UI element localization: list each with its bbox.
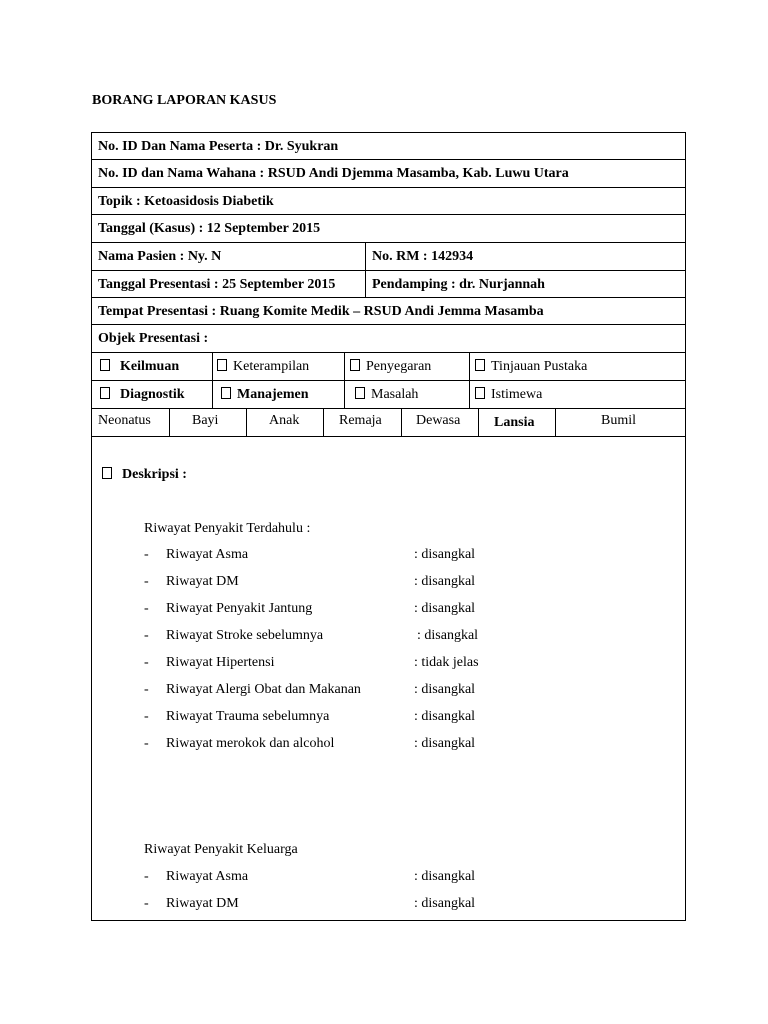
list-dash: - (144, 547, 149, 562)
option-istimewa[interactable]: Istimewa (469, 381, 685, 408)
row-age-groups (92, 409, 685, 437)
checkbox-icon[interactable] (100, 359, 110, 371)
checkbox-icon[interactable] (350, 359, 360, 371)
option-penyegaran[interactable]: Penyegaran (344, 353, 469, 380)
deskripsi-section (92, 437, 685, 920)
deskripsi-heading: Deskripsi : (102, 467, 187, 483)
tanggal-kasus-text: Tanggal (Kasus) : 12 September 2015 (98, 221, 321, 236)
list-item-label: Riwayat merokok dan alcohol (166, 736, 335, 751)
list-item-label: Riwayat Stroke sebelumnya (166, 628, 324, 643)
age-remaja[interactable]: Remaja (323, 409, 401, 436)
list-dash: - (144, 682, 149, 697)
peserta-text: No. ID Dan Nama Peserta : Dr. Syukran (98, 139, 339, 154)
riwayat-terdahulu-heading: Riwayat Penyakit Terdahulu : (144, 521, 311, 536)
list-item-label: Riwayat Trauma sebelumnya (166, 709, 330, 724)
age-lansia[interactable]: Lansia (478, 409, 555, 436)
objek-text: Objek Presentasi : (98, 331, 209, 346)
list-item-label: Riwayat Asma (166, 547, 249, 562)
option-manajemen[interactable]: Manajemen (212, 381, 344, 408)
age-neonatus[interactable]: Neonatus (98, 413, 151, 428)
checkbox-icon[interactable] (100, 387, 110, 399)
list-dash: - (144, 736, 149, 751)
row-options-2 (92, 381, 685, 409)
row-peserta (92, 133, 685, 160)
list-item-value: : disangkal (414, 547, 476, 562)
list-dash: - (144, 601, 149, 616)
checkbox-icon[interactable] (475, 387, 485, 399)
checkbox-icon[interactable] (102, 467, 112, 479)
row-tempat (92, 298, 685, 325)
list-dash: - (144, 628, 149, 643)
checkbox-icon[interactable] (221, 387, 231, 399)
list-item-label: Riwayat DM (166, 896, 239, 911)
no-rm-text: No. RM : 142934 (365, 243, 685, 270)
riwayat-keluarga-heading: Riwayat Penyakit Keluarga (144, 842, 298, 857)
topik-text: Topik : Ketoasidosis Diabetik (98, 194, 274, 209)
tempat-text: Tempat Presentasi : Ruang Komite Medik – RSUD Andi Jemma Masamba (98, 304, 544, 319)
list-item-label: Riwayat Penyakit Jantung (166, 601, 313, 616)
age-bumil[interactable]: Bumil (555, 409, 685, 436)
row-tanggal-kasus (92, 215, 685, 243)
list-dash: - (144, 574, 149, 589)
row-objek (92, 325, 685, 353)
list-dash: - (144, 896, 149, 911)
row-options-1 (92, 353, 685, 381)
row-presentasi (92, 271, 685, 298)
list-dash: - (144, 709, 149, 724)
age-dewasa[interactable]: Dewasa (401, 409, 478, 436)
age-anak[interactable]: Anak (246, 409, 323, 436)
list-item-value: : tidak jelas (414, 655, 479, 670)
tanggal-presentasi-text: Tanggal Presentasi : 25 September 2015 (98, 277, 336, 292)
list-item-value: : disangkal (414, 574, 476, 589)
age-bayi[interactable]: Bayi (169, 409, 246, 436)
document-title: BORANG LAPORAN KASUS (92, 93, 277, 108)
checkbox-icon[interactable] (217, 359, 227, 371)
checkbox-icon[interactable] (355, 387, 365, 399)
list-item-label: Riwayat Asma (166, 869, 249, 884)
list-item-value: : disangkal (414, 736, 476, 751)
wahana-text: No. ID dan Nama Wahana : RSUD Andi Djemma Masamba, Kab. Luwu Utara (98, 166, 569, 181)
option-keterampilan[interactable]: Keterampilan (212, 353, 344, 380)
list-item-value: : disangkal (414, 869, 476, 884)
row-wahana (92, 160, 685, 188)
option-diagnostik[interactable]: Diagnostik (92, 381, 212, 408)
list-item-value: : disangkal (414, 896, 476, 911)
option-tinjauan-pustaka[interactable]: Tinjauan Pustaka (469, 353, 685, 380)
list-dash: - (144, 869, 149, 884)
list-item-value: : disangkal (414, 709, 476, 724)
list-item-label: Riwayat DM (166, 574, 239, 589)
list-item-value: : disangkal (414, 682, 476, 697)
row-topik (92, 188, 685, 215)
nama-pasien-text: Nama Pasien : Ny. N (98, 249, 222, 264)
checkbox-icon[interactable] (475, 359, 485, 371)
list-dash: - (144, 655, 149, 670)
list-item-label: Riwayat Hipertensi (166, 655, 275, 670)
option-keilmuan[interactable]: Keilmuan (92, 353, 212, 380)
option-masalah[interactable]: Masalah (344, 381, 469, 408)
case-report-form (91, 132, 686, 921)
list-item-value: : disangkal (414, 601, 476, 616)
row-pasien (92, 243, 685, 271)
list-item-label: Riwayat Alergi Obat dan Makanan (166, 682, 361, 697)
list-item-value: : disangkal (417, 628, 479, 643)
pendamping-text: Pendamping : dr. Nurjannah (365, 271, 685, 297)
